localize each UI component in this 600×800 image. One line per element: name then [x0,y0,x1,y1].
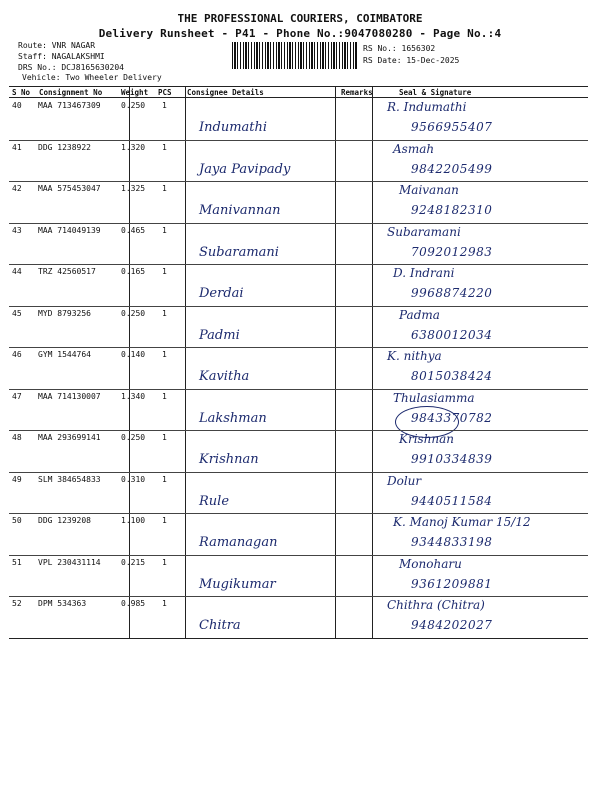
receiver-phone: 9344833198 [411,535,493,549]
col-header-weight: Weight [121,88,149,97]
pieces-count: 1 [162,308,167,318]
consignee-name: Indumathi [199,120,268,135]
pieces-count: 1 [162,599,167,608]
col-header-consignee: Consignee Details [187,88,264,97]
pieces-count: 1 [162,142,167,152]
consignee-name: Derdai [199,286,244,301]
receiver-phone: 9566955407 [411,120,493,134]
serial-number: 52 [12,599,22,608]
serial-number: 51 [12,557,22,567]
serial-number: 49 [12,474,22,484]
weight-value: 0.140 [121,350,146,359]
signature: Monoharu [399,556,462,571]
weight-value: 0.250 [121,433,146,442]
consignment-number: TRZ 42560517 [38,267,96,276]
consignee-name: Manivannan [199,203,281,218]
consignee-name: Krishnan [199,452,259,467]
runsheet-table [9,86,588,638]
consignee-name: Subaramani [199,244,279,260]
consignment-number: MAA 714049139 [38,225,101,235]
signature: Thulasiamma [393,390,475,405]
weight-value: 1.100 [121,516,146,525]
weight-value: 0.165 [121,267,146,276]
signature: Padma [399,307,440,322]
pieces-count: 1 [162,433,167,442]
weight-value: 0.985 [121,599,146,608]
serial-number: 47 [12,391,22,401]
consignee-name: Jaya Pavipady [199,161,291,177]
rs-number: RS No.: 1656302 [363,44,436,53]
serial-number: 45 [12,308,22,318]
signature: Dolur [387,473,422,488]
consignment-number: DDG 1238922 [38,142,91,152]
col-header-remarks: Remarks [341,88,373,97]
consignment-number: MAA 713467309 [38,101,101,110]
company-title: THE PROFESSIONAL COURIERS, COIMBATORE [177,12,423,25]
consignment-number: VPL 230431114 [38,557,101,567]
weight-value: 0.310 [121,474,146,484]
receiver-phone: 9361209881 [411,576,493,591]
consignee-name: Mugikumar [199,576,276,592]
pieces-count: 1 [162,474,167,484]
col-header-seal: Seal & Signature [399,88,472,97]
consignment-number: MAA 575453047 [38,184,101,193]
weight-value: 0.250 [121,308,146,318]
route-label: Route: VNR NAGAR [18,41,96,50]
receiver-phone: 7092012983 [411,244,493,259]
serial-number: 46 [12,350,22,359]
serial-number: 43 [12,225,22,235]
consignment-number: MYD 8793256 [38,308,91,318]
pieces-count: 1 [162,267,167,276]
receiver-phone: 9910334839 [411,452,493,466]
pieces-count: 1 [162,391,167,401]
serial-number: 42 [12,184,22,193]
pieces-count: 1 [162,184,167,193]
runsheet-subtitle: Delivery Runsheet - P41 - Phone No.:9047080280 - Page No.:4 [98,27,502,40]
receiver-phone: 9484202027 [411,618,493,632]
pieces-count: 1 [162,225,167,235]
signature: Chithra (Chitra) [387,598,485,612]
col-header-pcs: PCS [158,88,172,97]
weight-value: 1.325 [121,184,146,193]
receiver-phone: 6380012034 [411,327,493,342]
pieces-count: 1 [162,516,167,525]
signature: Asmah [393,141,435,156]
consignee-name: Padmi [199,327,240,343]
table-row [9,347,588,389]
consignment-number: DPM 534363 [38,599,87,608]
serial-number: 48 [12,433,22,442]
barcode-image [232,42,358,69]
consignee-name: Lakshman [199,410,267,426]
consignment-number: MAA 714130007 [38,391,101,401]
col-header-sno: S No [12,88,31,97]
receiver-phone: 9968874220 [411,286,493,300]
consignment-number: SLM 384654833 [38,474,101,484]
weight-value: 0.250 [121,101,146,110]
weight-value: 1.340 [121,391,146,401]
signature: Krishnan [399,432,455,446]
consignee-name: Ramanagan [199,535,278,550]
col-header-consignment: Consignment No [39,88,103,97]
receiver-phone: 9248182310 [411,203,493,217]
table-row [9,140,588,182]
signature: Maivanan [399,183,459,197]
serial-number: 50 [12,516,22,525]
table-row [9,306,588,348]
receiver-phone: 9440511584 [411,493,493,508]
weight-value: 0.215 [121,557,146,567]
consignment-number: GYM 1544764 [38,350,91,359]
consignment-number: MAA 293699141 [38,433,101,442]
signature: Subaramani [387,224,461,239]
weight-value: 1.320 [121,142,146,152]
vehicle-label: Vehicle: Two Wheeler Delivery [22,73,162,82]
consignment-number: DDG 1239208 [38,516,91,525]
consignee-name: Kavitha [199,369,250,384]
pieces-count: 1 [162,101,167,110]
signature: K. nithya [387,349,442,363]
drs-number: DRS No.: DCJ8165630204 [18,63,124,72]
receiver-phone: 9843370782 [411,410,493,425]
serial-number: 40 [12,101,22,110]
serial-number: 44 [12,267,22,276]
table-row [9,596,588,638]
signature: K. Manoj Kumar 15/12 [393,515,531,529]
weight-value: 0.465 [121,225,146,235]
pieces-count: 1 [162,557,167,567]
consignee-name: Rule [199,493,230,509]
receiver-phone: 9842205499 [411,161,493,176]
staff-label: Staff: NAGALAKSHMI [18,52,105,61]
consignee-name: Chitra [199,618,241,633]
signature: D. Indrani [393,266,455,280]
serial-number: 41 [12,142,22,152]
rs-date: RS Date: 15-Dec-2025 [363,56,460,65]
signature: R. Indumathi [387,100,467,114]
receiver-phone: 8015038424 [411,369,493,383]
pieces-count: 1 [162,350,167,359]
